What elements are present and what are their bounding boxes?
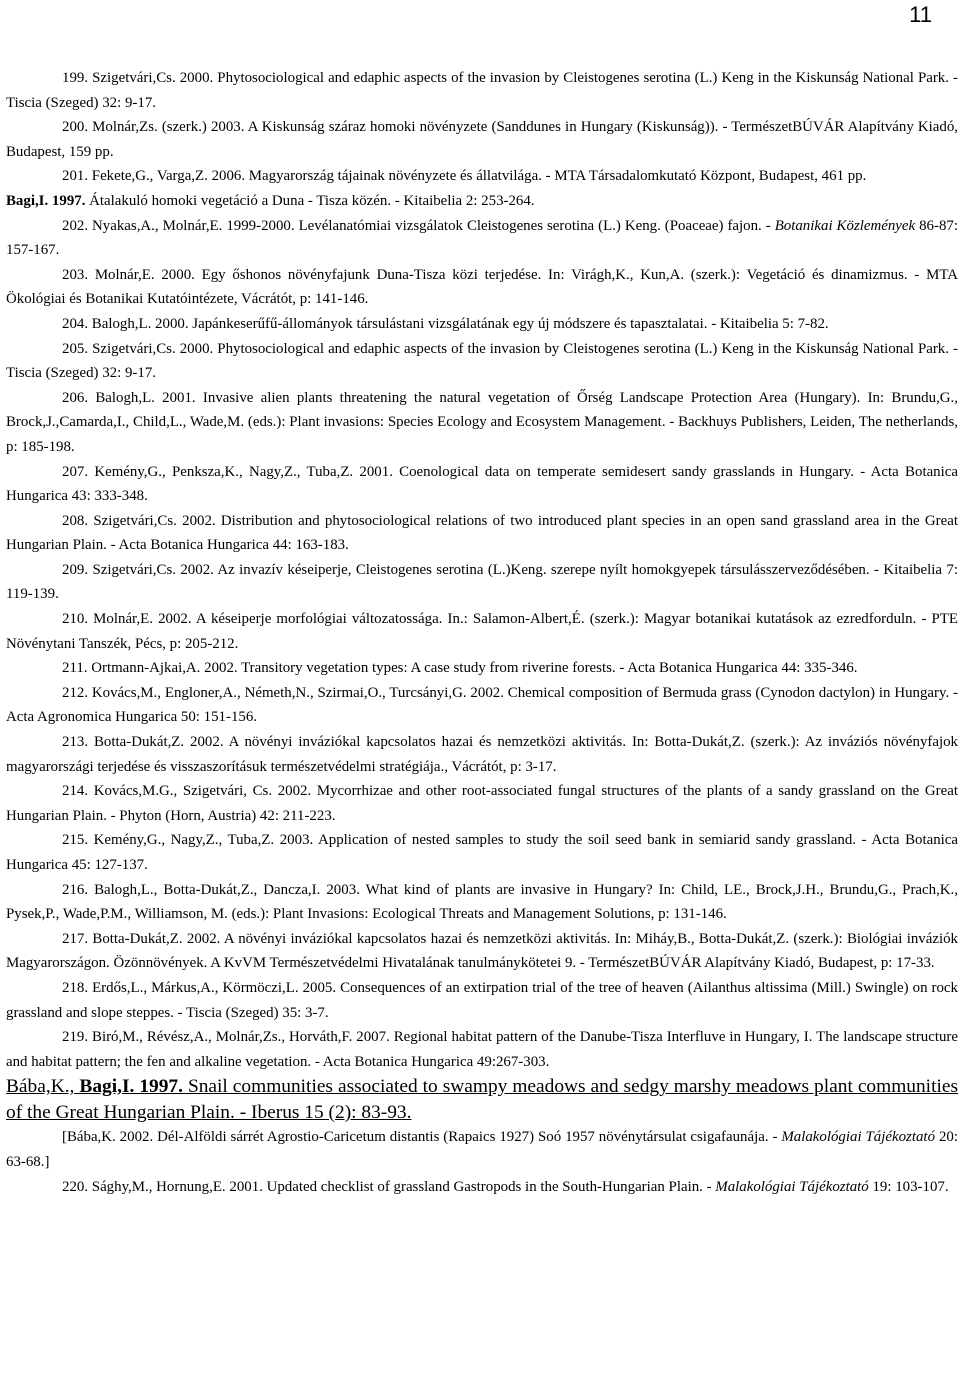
- reference-text: Botanikai Közlemények: [774, 217, 916, 234]
- reference-text: 202. Nyakas,A., Molnár,E. 1999-2000. Levélanatómiai vizsgálatok Cleistogenes serotina (L.) Keng. (Poaceae) fajon. -: [62, 217, 775, 234]
- reference-text: 19: 103-107.: [868, 1178, 949, 1195]
- reference-text: 212. Kovács,M., Engloner,A., Németh,N., Szirmai,O., Turcsányi,G. 2002. Chemical composition of Bermuda grass (Cynodon dactylon) in Hungary. - Acta Agronomica Hungarica 50: 151-156.: [6, 684, 958, 726]
- reference-text: Bagi,I. 1997.: [79, 1076, 183, 1098]
- reference-entry: [6, 1025, 958, 1074]
- reference-text: 204. Balogh,L. 2000. Japánkeserűfű-állományok társulástani vizsgálatának egy új módszere és tapasztalatai. - Kitaibelia 5: 7-82.: [62, 315, 829, 332]
- reference-entry: [6, 460, 958, 509]
- reference-text: 203. Molnár,E. 2000. Egy őshonos növényfajunk Duna-Tisza közi terjedése. In: Virágh,K., Kun,A. (szerk.): Vegetáció és dinamizmus. - MTA Ökológiai és Botanikai Kutatóintézete, Vácrátót, p: 141-146.: [6, 266, 958, 308]
- reference-entry: [6, 66, 958, 115]
- reference-entry: [6, 656, 958, 681]
- reference-text: 205. Szigetvári,Cs. 2000. Phytosociological and edaphic aspects of the invasion by Cleistogenes serotina (L.) Keng in the Kiskunság National Park. - Tiscia (Szeged) 32: 9-17.: [6, 340, 958, 382]
- reference-text: Bagi,I. 1997.: [6, 192, 86, 209]
- reference-text: 200. Molnár,Zs. (szerk.) 2003. A Kiskunság száraz homoki növényzete (Sanddunes in Hungary (Kiskunság)). - TermészetBÚVÁR Alapítvány Kiadó, Budapest, 159 pp.: [6, 119, 958, 160]
- reference-text: 213. Botta-Dukát,Z. 2002. A növényi inváziókal kapcsolatos hazai és nemzetközi aktivitás. In: Botta-Dukát,Z. (szerk.): Az inváziós növényfajok magyarországi terjedése és visszaszorításuk természetvédelmi stratégiája., Vácrátót, p: 3-17.: [6, 734, 958, 775]
- reference-entry: [6, 976, 958, 1025]
- reference-list: [6, 66, 958, 1199]
- reference-text: 219. Biró,M., Révész,A., Molnár,Zs., Horváth,F. 2007. Regional habitat pattern of the Danube-Tisza Interfluve in Hungary, I. The landscape structure and habitat pattern; the fen and alkaline vegetation. - Acta Botanica Hungarica 49:267-303.: [6, 1029, 958, 1070]
- reference-entry: [6, 509, 958, 558]
- reference-entry: [6, 263, 958, 312]
- reference-text: Malakológiai Tájékoztató: [781, 1129, 936, 1146]
- reference-entry: [6, 730, 958, 779]
- reference-text: 217. Botta-Dukát,Z. 2002. A növényi inváziókal kapcsolatos hazai és nemzetközi aktivitás. In: Miháy,B., Botta-Dukát,Z. (szerk.): Biológiai inváziók Magyarországon. Özönnövények. A KvVM Természetvédelmi Hivatalának tanulmánykötetei 9. - TermészetBÚVÁR Alapítvány Kiadó, Budapest, p: 17-33.: [6, 930, 958, 972]
- reference-text: Bába,K.,: [6, 1076, 80, 1098]
- reference-text: 211. Ortmann-Ajkai,A. 2002. Transitory vegetation types: A case study from riverine forests. - Acta Botanica Hungarica 44: 335-346.: [62, 660, 858, 677]
- page-number: 11: [909, 2, 932, 27]
- reference-entry: [6, 1175, 958, 1200]
- reference-entry: [6, 1125, 958, 1174]
- reference-text: Snail communities associated to swampy meadows and sedgy marshy meadows plant communities of the Great Hungarian Plain. - Iberus 15 (2): 83-93.: [6, 1076, 958, 1123]
- reference-entry: [6, 927, 958, 976]
- reference-text: 20: 63-68.]: [6, 1129, 958, 1170]
- reference-text: 214. Kovács,M.G., Szigetvári, Cs. 2002. Mycorrhizae and other root-associated fungal structures of the plants of a sandy grassland on the Great Hungarian Plain. - Phyton (Horn, Austria) 42: 211-223.: [6, 783, 958, 824]
- reference-entry: [6, 337, 958, 386]
- reference-text: 210. Molnár,E. 2002. A késeiperje morfológiai változatossága. In.: Salamon-Albert,É. (szerk.): Magyar botanikai kutatások az ezredforduln. - PTE Növénytani Tanszék, Pécs, p: 205-212.: [6, 611, 958, 652]
- reference-entry: [6, 779, 958, 828]
- reference-entry: [6, 386, 958, 460]
- reference-text: 206. Balogh,L. 2001. Invasive alien plants threatening the natural vegetation of Őrség Landscape Protection Area (Hungary). In: Brundu,G., Brock,J.,Camarda,I., Child,L., Wade,M. (eds.): Plant invasions: Species Ecology and Ecosystem Management. - Backhuys Publishers, Leiden, The netherlands, p: 185-198.: [6, 389, 958, 455]
- reference-entry: [6, 214, 958, 263]
- reference-entry: [6, 878, 958, 927]
- reference-text: 220. Sághy,M., Hornung,E. 2001. Updated checklist of grassland Gastropods in the South-Hungarian Plain. -: [62, 1178, 716, 1195]
- reference-entry: [6, 189, 958, 214]
- reference-entry: [6, 681, 958, 730]
- reference-text: 215. Kemény,G., Nagy,Z., Tuba,Z. 2003. Application of nested samples to study the soil seed bank in semiarid sandy grassland. - Acta Botanica Hungarica 45: 127-137.: [6, 832, 958, 873]
- reference-entry: [6, 828, 958, 877]
- reference-entry: [6, 312, 958, 337]
- reference-text: 199. Szigetvári,Cs. 2000. Phytosociological and edaphic aspects of the invasion by Cleistogenes serotina (L.) Keng in the Kiskunság National Park. - Tiscia (Szeged) 32: 9-17.: [6, 70, 958, 111]
- reference-entry: [6, 607, 958, 656]
- reference-text: 201. Fekete,G., Varga,Z. 2006. Magyarország tájainak növényzete és állatvilága. - MTA Társadalomkutató Központ, Budapest, 461 pp.: [62, 168, 867, 185]
- reference-entry: [6, 164, 958, 189]
- reference-text: 216. Balogh,L., Botta-Dukát,Z., Dancza,I. 2003. What kind of plants are invasive in Hungary? In: Child, LE., Brock,J.H., Brundu,G., Prach,K., Pysek,P., Wade,P.M., Williamson, M. (eds.): Plant Invasions: Ecological Threats and Management Solutions, p: 131-146.: [6, 881, 958, 923]
- reference-text: [Bába,K. 2002. Dél-Alföldi sárrét Agrostio-Caricetum distantis (Rapaics 1927) Soó 1957 növénytársulat csigafaunája. -: [62, 1129, 782, 1146]
- reference-entry: [6, 1074, 958, 1125]
- reference-entry: [6, 558, 958, 607]
- reference-text: 207. Kemény,G., Penksza,K., Nagy,Z., Tuba,Z. 2001. Coenological data on temperate semidesert sandy grasslands in Hungary. - Acta Botanica Hungarica 43: 333-348.: [6, 463, 958, 505]
- reference-text: 218. Erdős,L., Márkus,A., Körmöczi,L. 2005. Consequences of an extirpation trial of the tree of heaven (Ailanthus altissima (Mill.) Swingle) on rock grassland and slope steppes. - Tiscia (Szeged) 35: 3-7.: [6, 979, 958, 1021]
- reference-text: 209. Szigetvári,Cs. 2002. Az invazív késeiperje, Cleistogenes serotina (L.)Keng. szerepe nyílt homokgyepek társulásszerveződésében. - Kitaibelia 7: 119-139.: [6, 561, 958, 603]
- reference-text: 208. Szigetvári,Cs. 2002. Distribution and phytosociological relations of two introduced plant species in an open sand grassland area in the Great Hungarian Plain. - Acta Botanica Hungarica 44: 163-183.: [6, 512, 958, 554]
- reference-text: Átalakuló homoki vegetáció a Duna - Tisza közén. - Kitaibelia 2: 253-264.: [85, 192, 535, 209]
- reference-entry: [6, 115, 958, 164]
- reference-text: Malakológiai Tájékoztató: [715, 1178, 869, 1195]
- reference-text: 86-87: 157-167.: [6, 217, 958, 259]
